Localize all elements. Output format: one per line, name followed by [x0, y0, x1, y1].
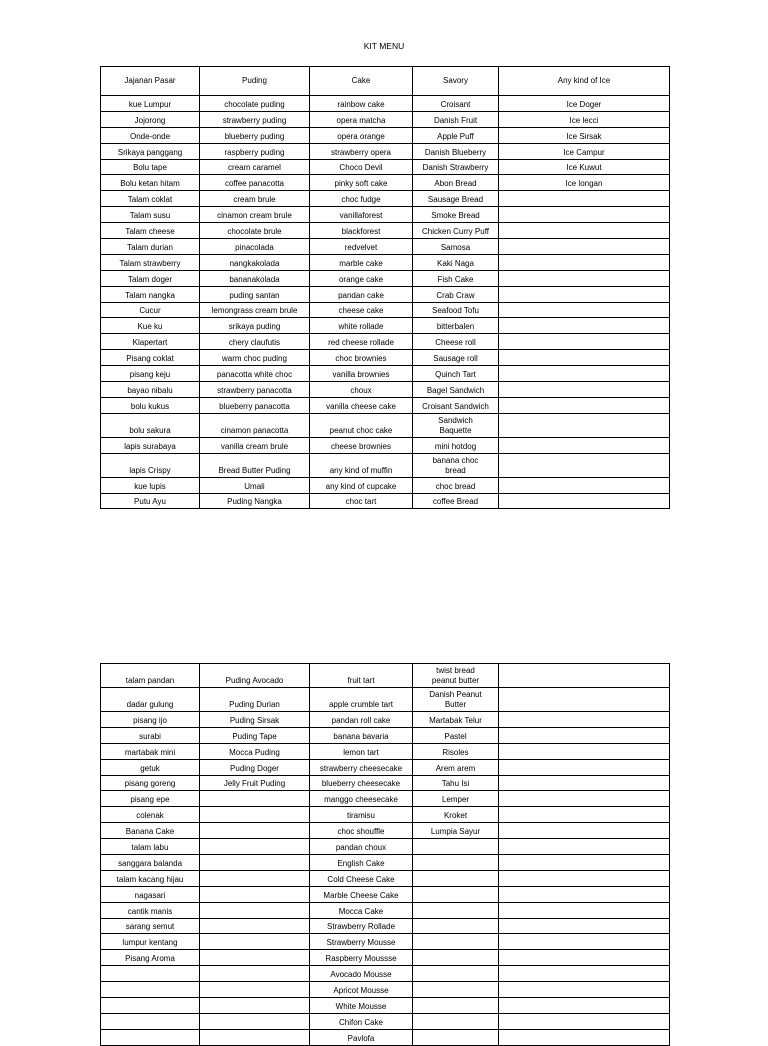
puding-cell: cream caramel	[200, 159, 310, 175]
puding-cell	[200, 950, 310, 966]
savory-cell: Croisant Sandwich	[413, 397, 499, 413]
header-ice: Any kind of Ice	[499, 67, 670, 96]
table-row	[101, 775, 670, 791]
jajanan-pasar-cell: Pisang Aroma	[101, 950, 200, 966]
savory-cell	[413, 1029, 499, 1045]
jajanan-pasar-cell: Srikaya panggang	[101, 143, 200, 159]
savory-cell: Abon Bread	[413, 175, 499, 191]
ice-cell: Ice Doger	[499, 96, 670, 112]
savory-cell	[413, 934, 499, 950]
jajanan-pasar-cell: pisang ijo	[101, 712, 200, 728]
savory-cell	[413, 855, 499, 871]
savory-cell: Lumpia Sayur	[413, 823, 499, 839]
cake-cell: blueberry cheesecake	[310, 775, 413, 791]
cake-cell: vanilla cheese cake	[310, 397, 413, 413]
jajanan-pasar-cell	[101, 1013, 200, 1029]
puding-cell: srikaya puding	[200, 318, 310, 334]
table-row	[101, 397, 670, 413]
ice-cell	[499, 966, 670, 982]
jajanan-pasar-cell: bolu kukus	[101, 397, 200, 413]
puding-cell	[200, 1013, 310, 1029]
puding-cell	[200, 886, 310, 902]
savory-cell: Danish Peanut Butter	[413, 688, 499, 712]
menu-title: KIT MENU	[363, 41, 405, 51]
puding-cell	[200, 982, 310, 998]
cake-cell: white rollade	[310, 318, 413, 334]
puding-cell: coffee panacotta	[200, 175, 310, 191]
cake-cell: choc brownies	[310, 350, 413, 366]
puding-cell	[200, 918, 310, 934]
ice-cell	[499, 902, 670, 918]
savory-cell: Sausage roll	[413, 350, 499, 366]
savory-cell	[413, 966, 499, 982]
savory-cell: Smoke Bread	[413, 207, 499, 223]
ice-cell	[499, 1013, 670, 1029]
jajanan-pasar-cell: Bolu tape	[101, 159, 200, 175]
puding-cell: cinamon panacotta	[200, 413, 310, 437]
ice-cell	[499, 223, 670, 239]
jajanan-pasar-cell: Bolu ketan hitam	[101, 175, 200, 191]
table-row	[101, 1013, 670, 1029]
ice-cell	[499, 807, 670, 823]
savory-cell: Samosa	[413, 239, 499, 255]
jajanan-pasar-cell: bayao nibalu	[101, 382, 200, 398]
savory-cell: Quinch Tart	[413, 366, 499, 382]
cake-cell: red cheese rollade	[310, 334, 413, 350]
ice-cell	[499, 366, 670, 382]
jajanan-pasar-cell	[101, 1029, 200, 1045]
savory-cell: Sandwich Baquette	[413, 413, 499, 437]
table-row	[101, 1029, 670, 1045]
ice-cell	[499, 823, 670, 839]
puding-cell	[200, 791, 310, 807]
table-row	[101, 934, 670, 950]
ice-cell	[499, 664, 670, 688]
ice-cell: Ice lecci	[499, 111, 670, 127]
ice-cell	[499, 982, 670, 998]
ice-cell	[499, 791, 670, 807]
ice-cell	[499, 437, 670, 453]
jajanan-pasar-cell: martabak mini	[101, 743, 200, 759]
savory-cell	[413, 950, 499, 966]
cake-cell: choc tart	[310, 493, 413, 509]
jajanan-pasar-cell: Klapertart	[101, 334, 200, 350]
savory-cell: Kaki Naga	[413, 254, 499, 270]
jajanan-pasar-cell: Kue ku	[101, 318, 200, 334]
cake-cell: Choco Devil	[310, 159, 413, 175]
jajanan-pasar-cell: colenak	[101, 807, 200, 823]
table-row	[101, 350, 670, 366]
ice-cell	[499, 870, 670, 886]
table-row	[101, 127, 670, 143]
cake-cell: White Mousse	[310, 998, 413, 1014]
table-row	[101, 870, 670, 886]
puding-cell: vanilla cream brule	[200, 437, 310, 453]
savory-cell: coffee Bread	[413, 493, 499, 509]
ice-cell	[499, 239, 670, 255]
jajanan-pasar-cell: bolu sakura	[101, 413, 200, 437]
jajanan-pasar-cell: Putu Ayu	[101, 493, 200, 509]
cake-cell: redvelvet	[310, 239, 413, 255]
puding-cell: warm choc puding	[200, 350, 310, 366]
jajanan-pasar-cell: pisang goreng	[101, 775, 200, 791]
ice-cell	[499, 302, 670, 318]
table-row	[101, 239, 670, 255]
jajanan-pasar-cell: lapis Crispy	[101, 453, 200, 477]
jajanan-pasar-cell: Talam nangka	[101, 286, 200, 302]
ice-cell	[499, 886, 670, 902]
table-row	[101, 270, 670, 286]
table-row	[101, 302, 670, 318]
jajanan-pasar-cell: getuk	[101, 759, 200, 775]
table-row	[101, 966, 670, 982]
cake-cell: orange cake	[310, 270, 413, 286]
cake-cell: lemon tart	[310, 743, 413, 759]
ice-cell: Ice Campur	[499, 143, 670, 159]
puding-cell: panacotta white choc	[200, 366, 310, 382]
puding-cell: cinamon cream brule	[200, 207, 310, 223]
ice-cell	[499, 688, 670, 712]
ice-cell	[499, 334, 670, 350]
table-row	[101, 998, 670, 1014]
table-row	[101, 823, 670, 839]
puding-cell	[200, 855, 310, 871]
puding-cell: Puding Avocado	[200, 664, 310, 688]
table-row	[101, 727, 670, 743]
savory-cell: twist bread peanut butter	[413, 664, 499, 688]
puding-cell: Puding Nangka	[200, 493, 310, 509]
jajanan-pasar-cell: Talam coklat	[101, 191, 200, 207]
cake-cell: pandan cake	[310, 286, 413, 302]
ice-cell	[499, 918, 670, 934]
puding-cell: Puding Durian	[200, 688, 310, 712]
jajanan-pasar-cell: Cucur	[101, 302, 200, 318]
header-jajanan-pasar: Jajanan Pasar	[101, 67, 200, 96]
puding-cell: blueberry panacotta	[200, 397, 310, 413]
jajanan-pasar-cell: Jojorong	[101, 111, 200, 127]
table-row	[101, 759, 670, 775]
cake-cell: cheese brownies	[310, 437, 413, 453]
table-row	[101, 318, 670, 334]
cake-cell: choux	[310, 382, 413, 398]
cake-cell: cheese cake	[310, 302, 413, 318]
cake-cell: Raspberry Moussse	[310, 950, 413, 966]
ice-cell	[499, 759, 670, 775]
ice-cell	[499, 382, 670, 398]
table-row	[101, 96, 670, 112]
puding-cell	[200, 966, 310, 982]
ice-cell	[499, 191, 670, 207]
table-row	[101, 982, 670, 998]
table-row	[101, 254, 670, 270]
cake-cell: manggo cheesecake	[310, 791, 413, 807]
ice-cell	[499, 950, 670, 966]
ice-cell	[499, 270, 670, 286]
jajanan-pasar-cell: dadar gulung	[101, 688, 200, 712]
savory-cell: Danish Fruit	[413, 111, 499, 127]
ice-cell	[499, 712, 670, 728]
ice-cell	[499, 207, 670, 223]
jajanan-pasar-cell: Talam strawberry	[101, 254, 200, 270]
table-row	[101, 477, 670, 493]
ice-cell	[499, 453, 670, 477]
puding-cell: pinacolada	[200, 239, 310, 255]
header-puding: Puding	[200, 67, 310, 96]
puding-cell: strawberry panacotta	[200, 382, 310, 398]
puding-cell: Bread Butter Puding	[200, 453, 310, 477]
ice-cell	[499, 318, 670, 334]
cake-cell: Strawberry Mousse	[310, 934, 413, 950]
jajanan-pasar-cell	[101, 982, 200, 998]
puding-cell: Jelly Fruit Puding	[200, 775, 310, 791]
table-row	[101, 286, 670, 302]
ice-cell	[499, 477, 670, 493]
table-row	[101, 807, 670, 823]
jajanan-pasar-cell: Onde-onde	[101, 127, 200, 143]
puding-cell: Puding Doger	[200, 759, 310, 775]
savory-cell: Cheese roll	[413, 334, 499, 350]
savory-cell	[413, 839, 499, 855]
jajanan-pasar-cell: Banana Cake	[101, 823, 200, 839]
puding-cell	[200, 807, 310, 823]
savory-cell: mini hotdog	[413, 437, 499, 453]
ice-cell	[499, 743, 670, 759]
table-row	[101, 493, 670, 509]
cake-cell: apple crumble tart	[310, 688, 413, 712]
table-row	[101, 175, 670, 191]
cake-cell: choc shouffle	[310, 823, 413, 839]
cake-cell: Marble Cheese Cake	[310, 886, 413, 902]
cake-cell: pandan roll cake	[310, 712, 413, 728]
jajanan-pasar-cell	[101, 966, 200, 982]
savory-cell: Kroket	[413, 807, 499, 823]
table-row	[101, 453, 670, 477]
cake-cell: opera matcha	[310, 111, 413, 127]
cake-cell: any kind of cupcake	[310, 477, 413, 493]
savory-cell: Seafood Tofu	[413, 302, 499, 318]
ice-cell	[499, 934, 670, 950]
cake-cell: Mocca Cake	[310, 902, 413, 918]
savory-cell: Lemper	[413, 791, 499, 807]
puding-cell: nangkakolada	[200, 254, 310, 270]
savory-cell: Pastel	[413, 727, 499, 743]
table-row	[101, 855, 670, 871]
jajanan-pasar-cell: pisang keju	[101, 366, 200, 382]
savory-cell: Danish Strawberry	[413, 159, 499, 175]
cake-cell: Strawberry Rollade	[310, 918, 413, 934]
jajanan-pasar-cell	[101, 998, 200, 1014]
table-row	[101, 688, 670, 712]
ice-cell	[499, 350, 670, 366]
puding-cell	[200, 823, 310, 839]
table-row	[101, 918, 670, 934]
jajanan-pasar-cell: talam kacang hijau	[101, 870, 200, 886]
puding-cell: Umali	[200, 477, 310, 493]
cake-cell: vanilla brownies	[310, 366, 413, 382]
puding-cell: Puding Sirsak	[200, 712, 310, 728]
cake-cell: English Cake	[310, 855, 413, 871]
savory-cell: Crab Craw	[413, 286, 499, 302]
table-row	[101, 886, 670, 902]
cake-cell: opera orange	[310, 127, 413, 143]
savory-cell: Martabak Telur	[413, 712, 499, 728]
menu-table-1	[100, 66, 670, 509]
jajanan-pasar-cell: Pisang coklat	[101, 350, 200, 366]
ice-cell: Ice longan	[499, 175, 670, 191]
savory-cell: Apple Puff	[413, 127, 499, 143]
cake-cell: Cold Cheese Cake	[310, 870, 413, 886]
savory-cell: Arem arem	[413, 759, 499, 775]
table-row	[101, 950, 670, 966]
puding-cell	[200, 934, 310, 950]
jajanan-pasar-cell: nagasari	[101, 886, 200, 902]
ice-cell	[499, 727, 670, 743]
savory-cell: Bagel Sandwich	[413, 382, 499, 398]
jajanan-pasar-cell: kue Lumpur	[101, 96, 200, 112]
puding-cell: chocolate brule	[200, 223, 310, 239]
cake-cell: peanut choc cake	[310, 413, 413, 437]
table-row	[101, 366, 670, 382]
savory-cell	[413, 918, 499, 934]
jajanan-pasar-cell: cantik manis	[101, 902, 200, 918]
jajanan-pasar-cell: sanggara balanda	[101, 855, 200, 871]
jajanan-pasar-cell: Talam durian	[101, 239, 200, 255]
table-row	[101, 159, 670, 175]
cake-cell: strawberry cheesecake	[310, 759, 413, 775]
savory-cell	[413, 902, 499, 918]
ice-cell	[499, 397, 670, 413]
table-row	[101, 191, 670, 207]
header-cake: Cake	[310, 67, 413, 96]
cake-cell: pinky soft cake	[310, 175, 413, 191]
header-savory: Savory	[413, 67, 499, 96]
puding-cell: chery claufutis	[200, 334, 310, 350]
ice-cell	[499, 775, 670, 791]
header-row	[101, 67, 670, 96]
savory-cell	[413, 886, 499, 902]
ice-cell	[499, 413, 670, 437]
savory-cell	[413, 870, 499, 886]
cake-cell: choc fudge	[310, 191, 413, 207]
puding-cell	[200, 902, 310, 918]
table-row	[101, 334, 670, 350]
savory-cell: Risoles	[413, 743, 499, 759]
ice-cell	[499, 998, 670, 1014]
menu-table-2	[100, 663, 670, 1046]
ice-cell	[499, 839, 670, 855]
jajanan-pasar-cell: pisang epe	[101, 791, 200, 807]
savory-cell: Tahu Isi	[413, 775, 499, 791]
jajanan-pasar-cell: Talam doger	[101, 270, 200, 286]
ice-cell: Ice Kuwut	[499, 159, 670, 175]
puding-cell: blueberry puding	[200, 127, 310, 143]
jajanan-pasar-cell: sarang semut	[101, 918, 200, 934]
table-row	[101, 382, 670, 398]
ice-cell	[499, 286, 670, 302]
jajanan-pasar-cell: talam labu	[101, 839, 200, 855]
table-row	[101, 413, 670, 437]
table-row	[101, 223, 670, 239]
puding-cell: Puding Tape	[200, 727, 310, 743]
table-row	[101, 743, 670, 759]
jajanan-pasar-cell: lapis surabaya	[101, 437, 200, 453]
cake-cell: vanillaforest	[310, 207, 413, 223]
cake-cell: fruit tart	[310, 664, 413, 688]
table-row	[101, 143, 670, 159]
savory-cell: Fish Cake	[413, 270, 499, 286]
savory-cell: banana choc bread	[413, 453, 499, 477]
puding-cell	[200, 998, 310, 1014]
table-row	[101, 712, 670, 728]
table-row	[101, 207, 670, 223]
jajanan-pasar-cell: lumpur kentang	[101, 934, 200, 950]
cake-cell: tiramisu	[310, 807, 413, 823]
ice-cell	[499, 1029, 670, 1045]
table-row	[101, 437, 670, 453]
cake-cell: strawberry opera	[310, 143, 413, 159]
savory-cell: bitterbalen	[413, 318, 499, 334]
jajanan-pasar-cell: Talam susu	[101, 207, 200, 223]
savory-cell	[413, 982, 499, 998]
jajanan-pasar-cell: surabi	[101, 727, 200, 743]
puding-cell	[200, 870, 310, 886]
cake-cell: Pavlofa	[310, 1029, 413, 1045]
cake-cell: Avocado Mousse	[310, 966, 413, 982]
table-row	[101, 839, 670, 855]
table-row	[101, 791, 670, 807]
savory-cell	[413, 998, 499, 1014]
cake-cell: any kind of muffin	[310, 453, 413, 477]
savory-cell: choc bread	[413, 477, 499, 493]
cake-cell: banana bavaria	[310, 727, 413, 743]
table-row	[101, 664, 670, 688]
jajanan-pasar-cell: Talam cheese	[101, 223, 200, 239]
table-row	[101, 902, 670, 918]
ice-cell	[499, 855, 670, 871]
ice-cell: Ice Sirsak	[499, 127, 670, 143]
puding-cell: strawberry puding	[200, 111, 310, 127]
table-row	[101, 111, 670, 127]
savory-cell: Danish Blueberry	[413, 143, 499, 159]
cake-cell: pandan choux	[310, 839, 413, 855]
savory-cell: Croisant	[413, 96, 499, 112]
puding-cell	[200, 1029, 310, 1045]
ice-cell	[499, 254, 670, 270]
jajanan-pasar-cell: kue lupis	[101, 477, 200, 493]
puding-cell: bananakolada	[200, 270, 310, 286]
savory-cell: Sausage Bread	[413, 191, 499, 207]
savory-cell: Chicken Curry Puff	[413, 223, 499, 239]
puding-cell: Mocca Puding	[200, 743, 310, 759]
cake-cell: rainbow cake	[310, 96, 413, 112]
jajanan-pasar-cell: talam pandan	[101, 664, 200, 688]
cake-cell: blackforest	[310, 223, 413, 239]
ice-cell	[499, 493, 670, 509]
cake-cell: Chifon Cake	[310, 1013, 413, 1029]
cake-cell: Apricot Mousse	[310, 982, 413, 998]
puding-cell: puding santan	[200, 286, 310, 302]
puding-cell: chocolate puding	[200, 96, 310, 112]
puding-cell: lemongrass cream brule	[200, 302, 310, 318]
puding-cell	[200, 839, 310, 855]
puding-cell: raspberry puding	[200, 143, 310, 159]
puding-cell: cream brule	[200, 191, 310, 207]
cake-cell: marble cake	[310, 254, 413, 270]
savory-cell	[413, 1013, 499, 1029]
